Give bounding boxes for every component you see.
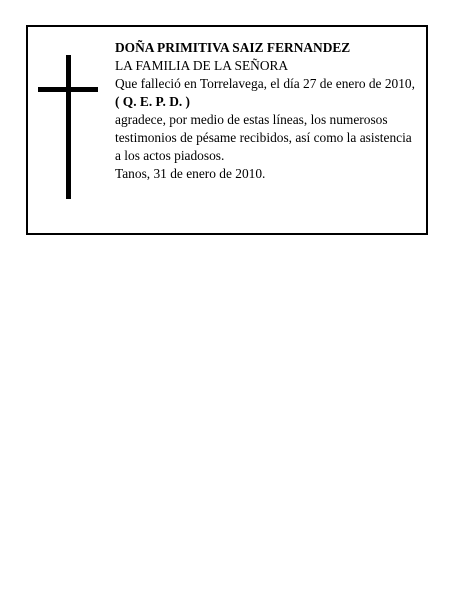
- notice-text: [115, 39, 425, 183]
- rip-line: ( Q. E. P. D. ): [115, 94, 191, 109]
- place-date: Tanos, 31 de enero de 2010.: [115, 166, 266, 181]
- family-line: LA FAMILIA DE LA SEÑORA: [115, 58, 289, 73]
- obituary-notice: [26, 25, 428, 235]
- deceased-name: DOÑA PRIMITIVA SAIZ FERNANDEZ: [115, 40, 351, 55]
- death-line: Que falleció en Torrelavega, el día 27 de enero de 2010,: [115, 76, 415, 91]
- thanks-line-2: testimonios de pésame recibidos, así como la asistencia: [115, 130, 412, 145]
- cross-horizontal-bar: [38, 87, 98, 92]
- cross-icon: [38, 55, 98, 199]
- thanks-line-3: a los actos piadosos.: [115, 148, 225, 163]
- thanks-line-1: agradece, por medio de estas líneas, los numerosos: [115, 112, 388, 127]
- cross-vertical-bar: [66, 55, 71, 199]
